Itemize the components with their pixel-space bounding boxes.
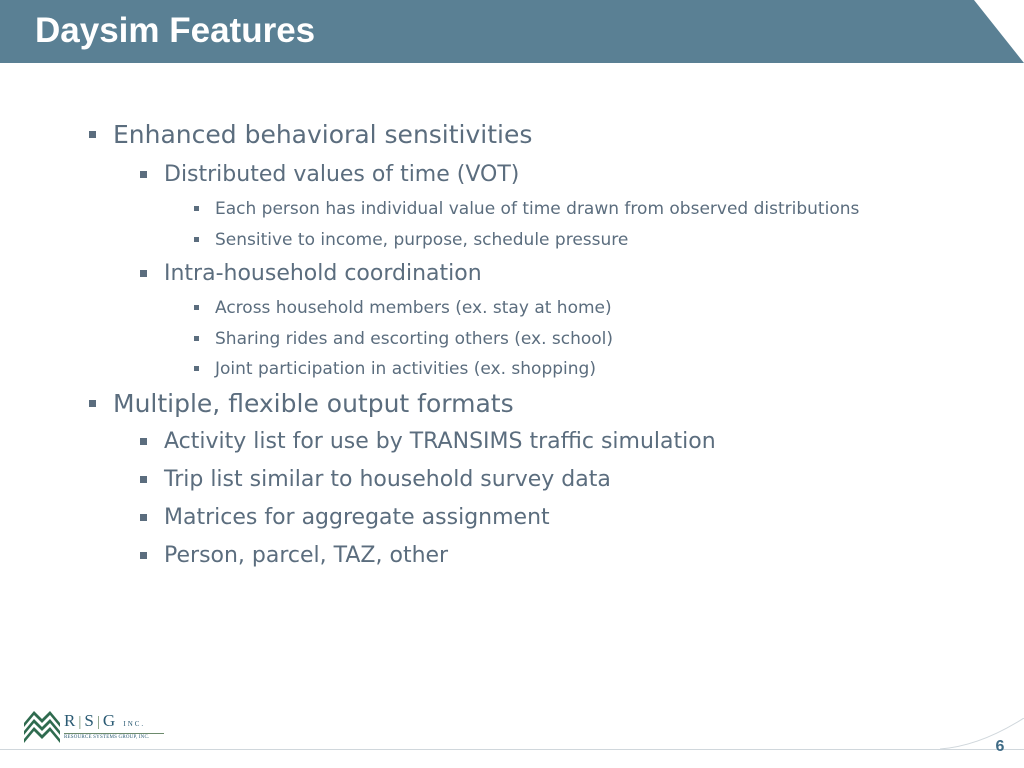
square-bullet-icon	[140, 171, 147, 178]
bullet-text: Each person has individual value of time drawn from observed distributions	[215, 199, 860, 219]
bullet-item	[164, 161, 519, 189]
square-bullet-icon	[89, 400, 96, 407]
bullet-item	[113, 120, 532, 150]
bullet-text: Activity list for use by TRANSIMS traffic simulation	[164, 429, 716, 454]
bullet-item	[215, 198, 859, 220]
bullet-item	[215, 229, 628, 251]
bullet-item	[215, 297, 612, 319]
logo-letter-r: R	[64, 711, 77, 730]
slide-title: Daysim Features	[35, 11, 316, 50]
square-bullet-icon	[194, 336, 199, 341]
square-bullet-icon	[194, 305, 199, 310]
square-bullet-icon	[194, 366, 199, 371]
bullet-text: Intra-household coordination	[164, 261, 482, 286]
bullet-item	[164, 260, 482, 288]
square-bullet-icon	[140, 552, 147, 559]
bullet-text: Across household members (ex. stay at home)	[215, 298, 612, 318]
bullet-item	[164, 466, 611, 494]
bullet-text: Person, parcel, TAZ, other	[164, 543, 449, 568]
mountain-logo-icon	[24, 709, 60, 743]
square-bullet-icon	[140, 514, 147, 521]
company-logo	[24, 709, 164, 745]
bullet-item	[215, 328, 613, 350]
logo-subtitle: RESOURCE SYSTEMS GROUP, INC.	[64, 733, 164, 740]
bullet-text: Sharing rides and escorting others (ex. school)	[215, 329, 614, 349]
bullet-item	[164, 504, 550, 532]
square-bullet-icon	[89, 131, 96, 138]
bullet-text: Joint participation in activities (ex. shopping)	[215, 359, 596, 379]
square-bullet-icon	[194, 206, 199, 211]
bullet-text: Trip list similar to household survey data	[164, 467, 611, 492]
logo-letter-s: S	[84, 711, 95, 730]
bullet-text: Multiple, flexible output formats	[113, 389, 514, 418]
square-bullet-icon	[140, 270, 147, 277]
footer-divider	[0, 749, 1024, 750]
bullet-item	[164, 428, 716, 456]
square-bullet-icon	[140, 438, 147, 445]
title-bar-corner-cut	[974, 0, 1024, 63]
square-bullet-icon	[194, 237, 199, 242]
bullet-text: Distributed values of time (VOT)	[164, 162, 520, 187]
bullet-item	[164, 542, 448, 570]
bullet-text: Matrices for aggregate assignment	[164, 505, 550, 530]
bullet-item	[215, 358, 596, 380]
logo-inc: INC.	[123, 720, 146, 728]
bullet-text: Enhanced behavioral sensitivities	[113, 120, 533, 149]
logo-letter-g: G	[102, 711, 117, 730]
logo-wordmark: R | S | G INC.	[64, 711, 146, 730]
bullet-item	[113, 389, 514, 419]
bullet-text: Sensitive to income, purpose, schedule pressure	[215, 230, 629, 250]
square-bullet-icon	[140, 476, 147, 483]
page-number: 6	[995, 738, 1005, 755]
